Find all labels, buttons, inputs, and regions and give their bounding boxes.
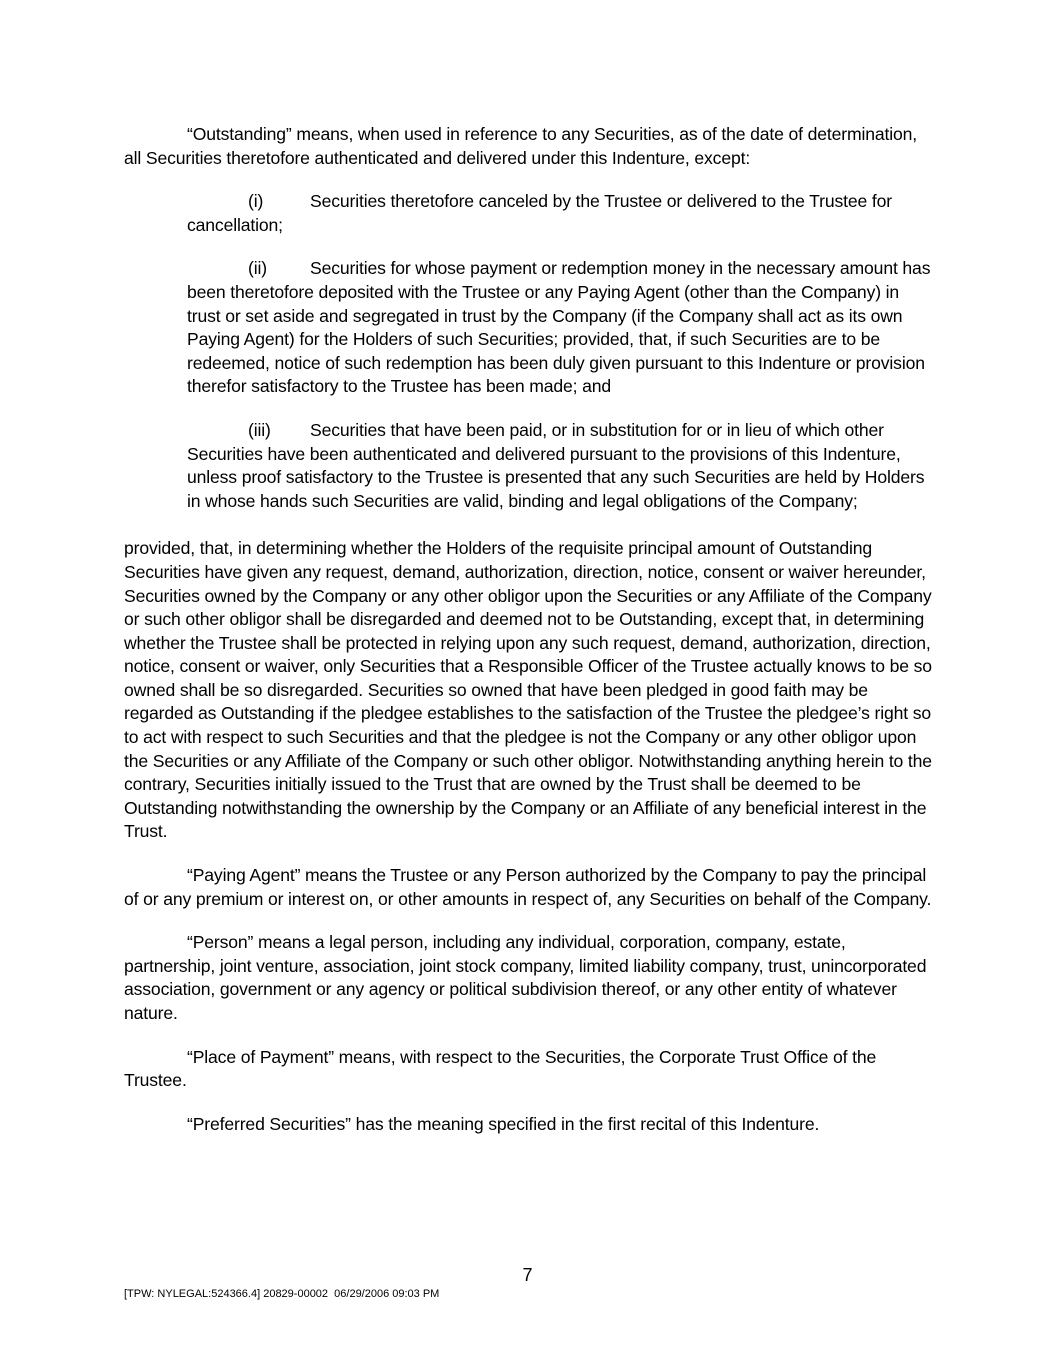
page-number: 7 <box>522 1265 533 1285</box>
definition-outstanding: “Outstanding” means, when used in reference to any Securities, as of the date of determination, all Securities theretofore authenticated and delivered under this Indenture, except: <box>124 124 917 168</box>
definition-paying-agent: “Paying Agent” means the Trustee or any Person authorized by the Company to pay the principal of or any premium or interest on, or other amounts in respect of, any Securities on behalf of the Company. <box>124 865 932 909</box>
clause-iii <box>187 419 932 513</box>
document-body <box>124 123 932 1156</box>
clause-text: Securities for whose payment or redemption money in the necessary amount has been theretofore deposited with the Trustee or any Paying Agent (other than the Company) in trust or set aside and segregated in trust by the Company (if the Company shall act as its own Paying Agent) for the Holders of such Securities; provided, that, if such Securities are to be redeemed, notice of such redemption has been duly given pursuant to this Indenture or provision therefor satisfactory to the Trustee has been made; and <box>187 258 931 397</box>
clause-text: Securities theretofore canceled by the Trustee or delivered to the Trustee for cancellation; <box>187 191 892 235</box>
definition-preferred-securities: “Preferred Securities” has the meaning specified in the first recital of this Indenture. <box>187 1113 820 1134</box>
proviso-paragraph: provided, that, in determining whether the Holders of the requisite principal amount of Outstanding Securities have given any request, demand, authorization, direction, notice, consent or waiver hereunder, Securities owned by the Company or any other obligor upon the Securities or any Affiliate of the Company or such other obligor shall be disregarded and deemed not to be Outstanding, except that, in determining whether the Trustee shall be protected in relying upon any such request, demand, authorization, direction, notice, consent or waiver, only Securities that a Responsible Officer of the Trustee actually knows to be so owned shall be so disregarded. Securities so owned that have been pledged in good faith may be regarded as Outstanding if the pledgee establishes to the satisfaction of the Trustee the pledgee’s right so to act with respect to such Securities and that the pledgee is not the Company or any other obligor upon the Securities or any Affiliate of the Company or such other obligor. Notwithstanding anything herein to the contrary, Securities initially issued to the Trust that are owned by the Trust shall be deemed to be Outstanding notwithstanding the ownership by the Company or an Affiliate of any beneficial interest in the Trust. <box>124 538 932 842</box>
document-footer: [TPW: NYLEGAL:524366.4] 20829-00002 06/29/2006 09:03 PM <box>124 1288 440 1300</box>
definition-place-of-payment: “Place of Payment” means, with respect to the Securities, the Corporate Trust Office of the Trustee. <box>124 1046 877 1091</box>
clause-i <box>187 190 932 237</box>
clause-number: (iii) <box>248 419 271 440</box>
clause-text: Securities that have been paid, or in substitution for or in lieu of which other Securities have been authenticated and delivered pursuant to the provisions of this Indenture, unless proof satisfactory to the Trustee is presented that any such Securities are held by Holders in whose hands such Securities are valid, binding and legal obligations of the Company; <box>187 419 925 511</box>
definition-person: “Person” means a legal person, including any individual, corporation, company, estate, partnership, joint venture, association, joint stock company, limited liability company, trust, unincorporated association, government or any agency or political subdivision thereof, or any other entity of whatever nature. <box>124 932 927 1023</box>
clause-ii <box>187 257 932 399</box>
clause-number: (i) <box>248 191 264 212</box>
clause-number: (ii) <box>248 258 267 279</box>
